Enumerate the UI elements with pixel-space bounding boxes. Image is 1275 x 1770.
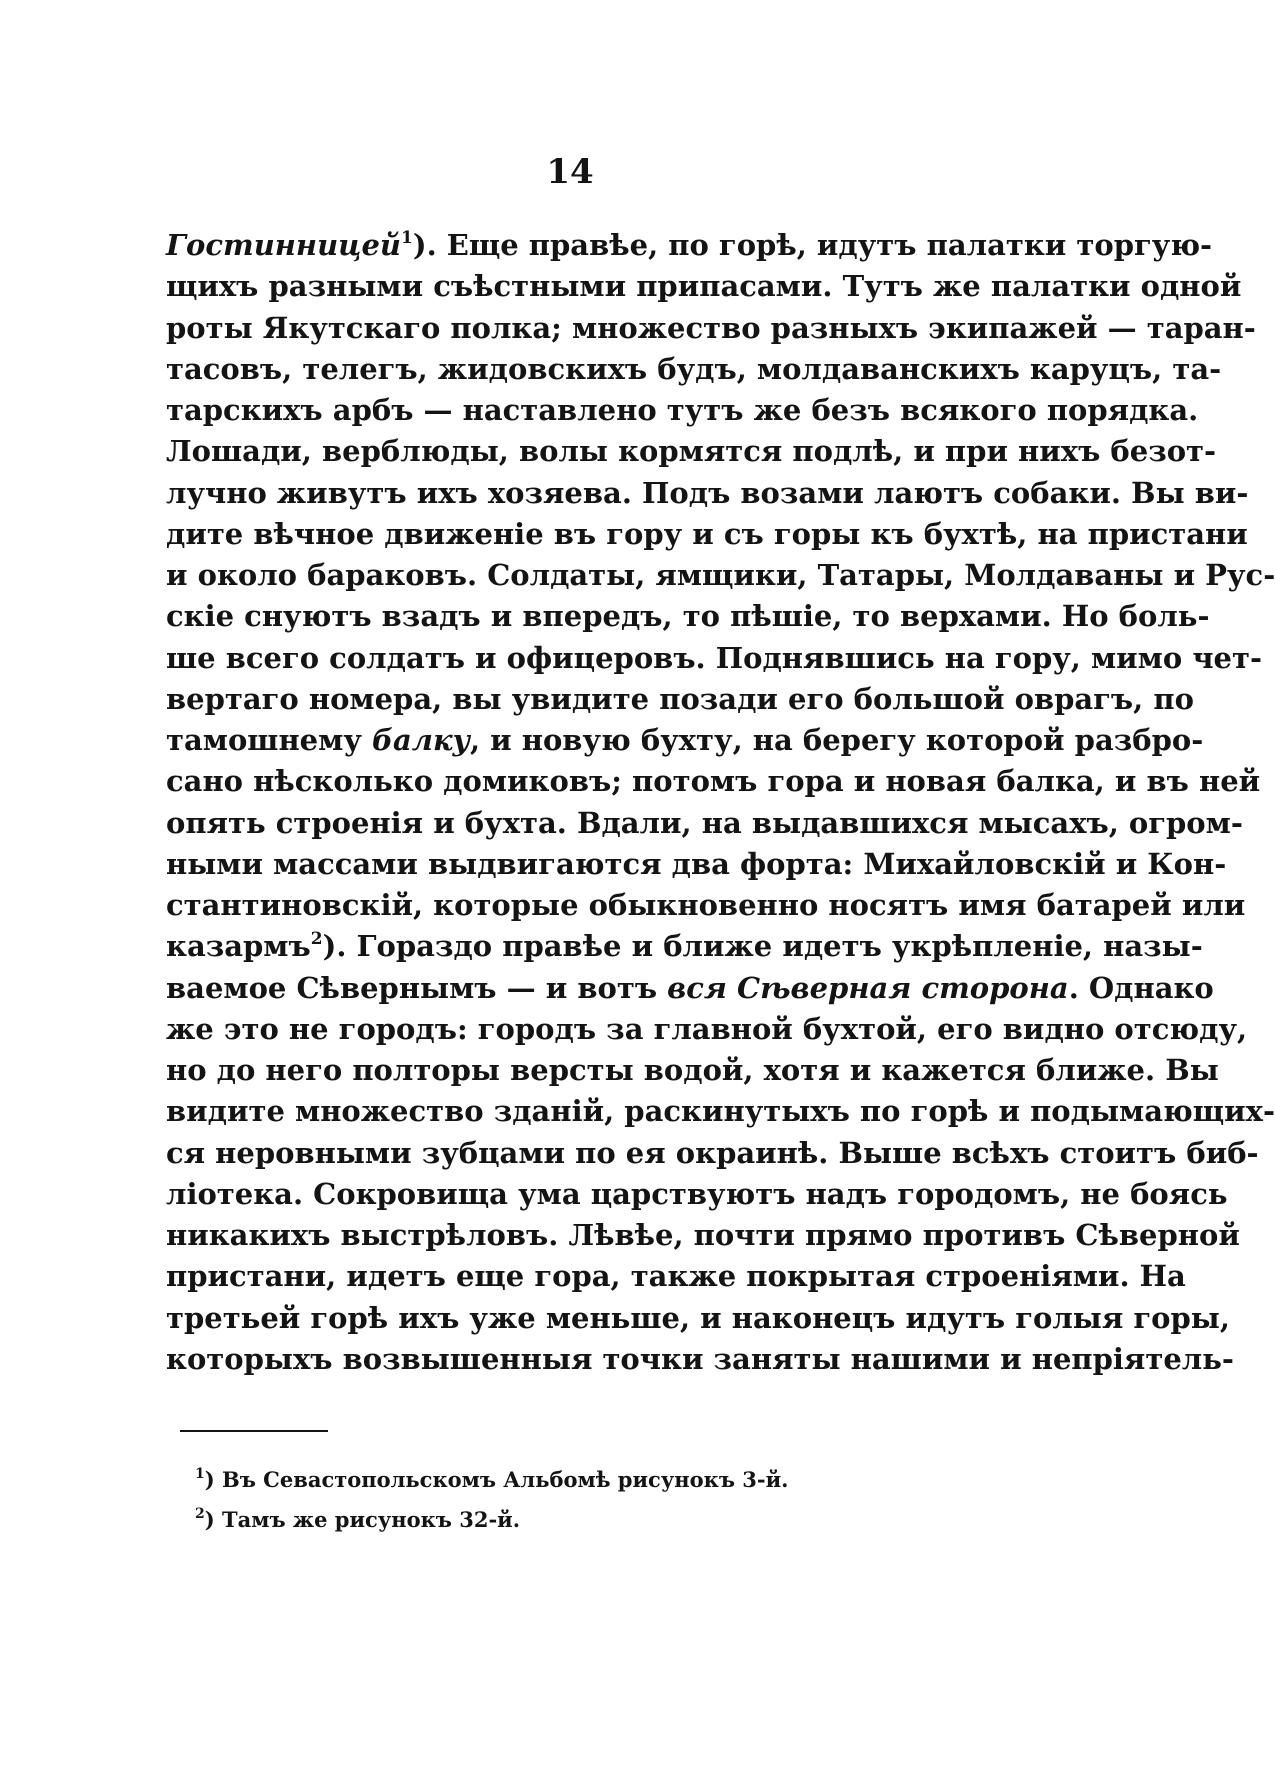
text-run: лучно живутъ ихъ хозяева. Подъ возами лаютъ собаки. Вы ви- [166,475,1249,510]
text-line [166,885,1246,926]
text-run: которыхъ возвышенныя точки заняты нашими и непрiятель- [166,1341,1234,1376]
text-line [166,1133,1259,1174]
text-run: , и новую бухту, на берегу которой разбро- [469,723,1204,757]
text-run: тамошнему [166,723,372,757]
text-line [166,266,1242,307]
footnote-divider [180,1430,328,1432]
text-run: ше всего солдатъ и офицеровъ. Поднявшись на гору, мимо чет- [166,640,1262,675]
text-line [166,1050,1219,1091]
text-line [166,968,1214,1009]
text-run: третьей горѣ ихъ уже меньше, и наконецъ идутъ голыя горы, [166,1300,1230,1335]
text-line [166,390,1199,431]
footnote-text: ) Тамъ же рисунокъ 32-й. [204,1507,521,1532]
text-line [166,308,1256,349]
text-run: ся неровными зубцами по ея окраинѣ. Выше всѣхъ стоитъ биб- [166,1135,1259,1170]
text-run: ). Еще правѣе, по горѣ, идутъ палатки торгую- [412,228,1213,262]
text-line [166,761,1261,802]
text-run: вертаго номера, вы увидите позади его большой оврагъ, по [166,681,1194,716]
text-run: тасовъ, телегъ, жидовскихъ будъ, молдаванскихъ каруцъ, та- [166,351,1222,386]
text-run: щихъ разными съѣстными припасами. Тутъ же палатки одной [166,269,1242,304]
italic-text: Гостинницей [166,228,401,262]
text-run: лiотека. Сокровища ума царствуютъ надъ городомъ, не боясь [166,1176,1228,1211]
footnotes [195,1460,788,1540]
body-text [166,225,1275,1380]
footnote-mark: 1 [195,1466,205,1482]
italic-text: балку [372,723,470,757]
footnote-mark: 2 [195,1506,205,1522]
text-line [166,349,1222,390]
text-run: стантиновскiй, которые обыкновенно носятъ имя батарей или [166,888,1246,922]
text-run: сано нѣсколько домиковъ; потомъ гора и новая балка, и въ ней [166,764,1261,799]
text-line [166,225,1213,266]
footnote [195,1460,788,1500]
text-run: ваемое Сѣвернымъ — и вотъ [166,970,668,1005]
text-run: и около бараковъ. Солдаты, ямщики, Татары, Молдаваны и Рус- [166,558,1275,592]
text-run: роты Якутскаго полка; множество разныхъ экипажей — таран- [166,310,1256,345]
text-line [166,679,1194,720]
text-line [166,1174,1228,1215]
text-line [166,720,1204,761]
text-run: тарскихъ арбъ — наставлено тутъ же безъ всякого порядка. [166,393,1199,427]
footnote-text: ) Въ Севастопольскомъ Альбомѣ рисунокъ 3-й. [204,1467,789,1492]
text-line [166,1339,1234,1380]
text-run: казармъ [166,929,311,964]
italic-text: вся Сѣверная сторона [667,970,1069,1005]
text-line [166,1256,1186,1297]
text-run: . Однако [1068,970,1214,1005]
footnote-ref: 1 [401,228,413,248]
text-line [166,638,1262,679]
text-line [166,1091,1275,1132]
footnote [195,1500,788,1540]
text-line [166,431,1217,472]
text-line [166,1215,1240,1256]
text-run: но до него полторы версты водой, хотя и кажется ближе. Вы [166,1053,1219,1087]
text-line [166,473,1249,514]
text-line [166,555,1275,596]
text-run: никакихъ выстрѣловъ. Лѣвѣе, почти прямо противъ Сѣверной [166,1218,1240,1252]
page-number: 14 [546,152,594,192]
text-run: Лошади, верблюды, волы кормятся подлѣ, и при нихъ безот- [166,434,1217,469]
text-run: пристани, идетъ еще гора, также покрытая строенiями. На [166,1259,1186,1294]
text-run: опять строенiя и бухта. Вдали, на выдавшихся мысахъ, огром- [166,805,1243,840]
text-line [166,926,1203,967]
text-line [166,844,1227,885]
footnote-ref: 2 [310,929,323,950]
text-line [166,596,1210,637]
text-line [166,514,1248,555]
text-run: скiе снуютъ взадъ и впередъ, то пѣшiе, то верхами. Но боль- [166,599,1210,634]
text-run: дите вѣчное движенiе въ гору и съ горы къ бухтѣ, на пристани [166,516,1248,551]
text-line [166,1009,1248,1050]
text-run: видите множество зданiй, раскинутыхъ по горѣ и подымающих- [166,1094,1275,1129]
text-run: же это не городъ: городъ за главной бухтой, его видно отсюду, [166,1011,1248,1046]
text-line [166,803,1243,844]
text-run: ). Гораздо правѣе и ближе идетъ укрѣпленiе, назы- [322,929,1203,964]
text-run: ными массами выдвигаются два форта: Михайловскiй и Кон- [166,846,1227,881]
text-line [166,1298,1230,1339]
